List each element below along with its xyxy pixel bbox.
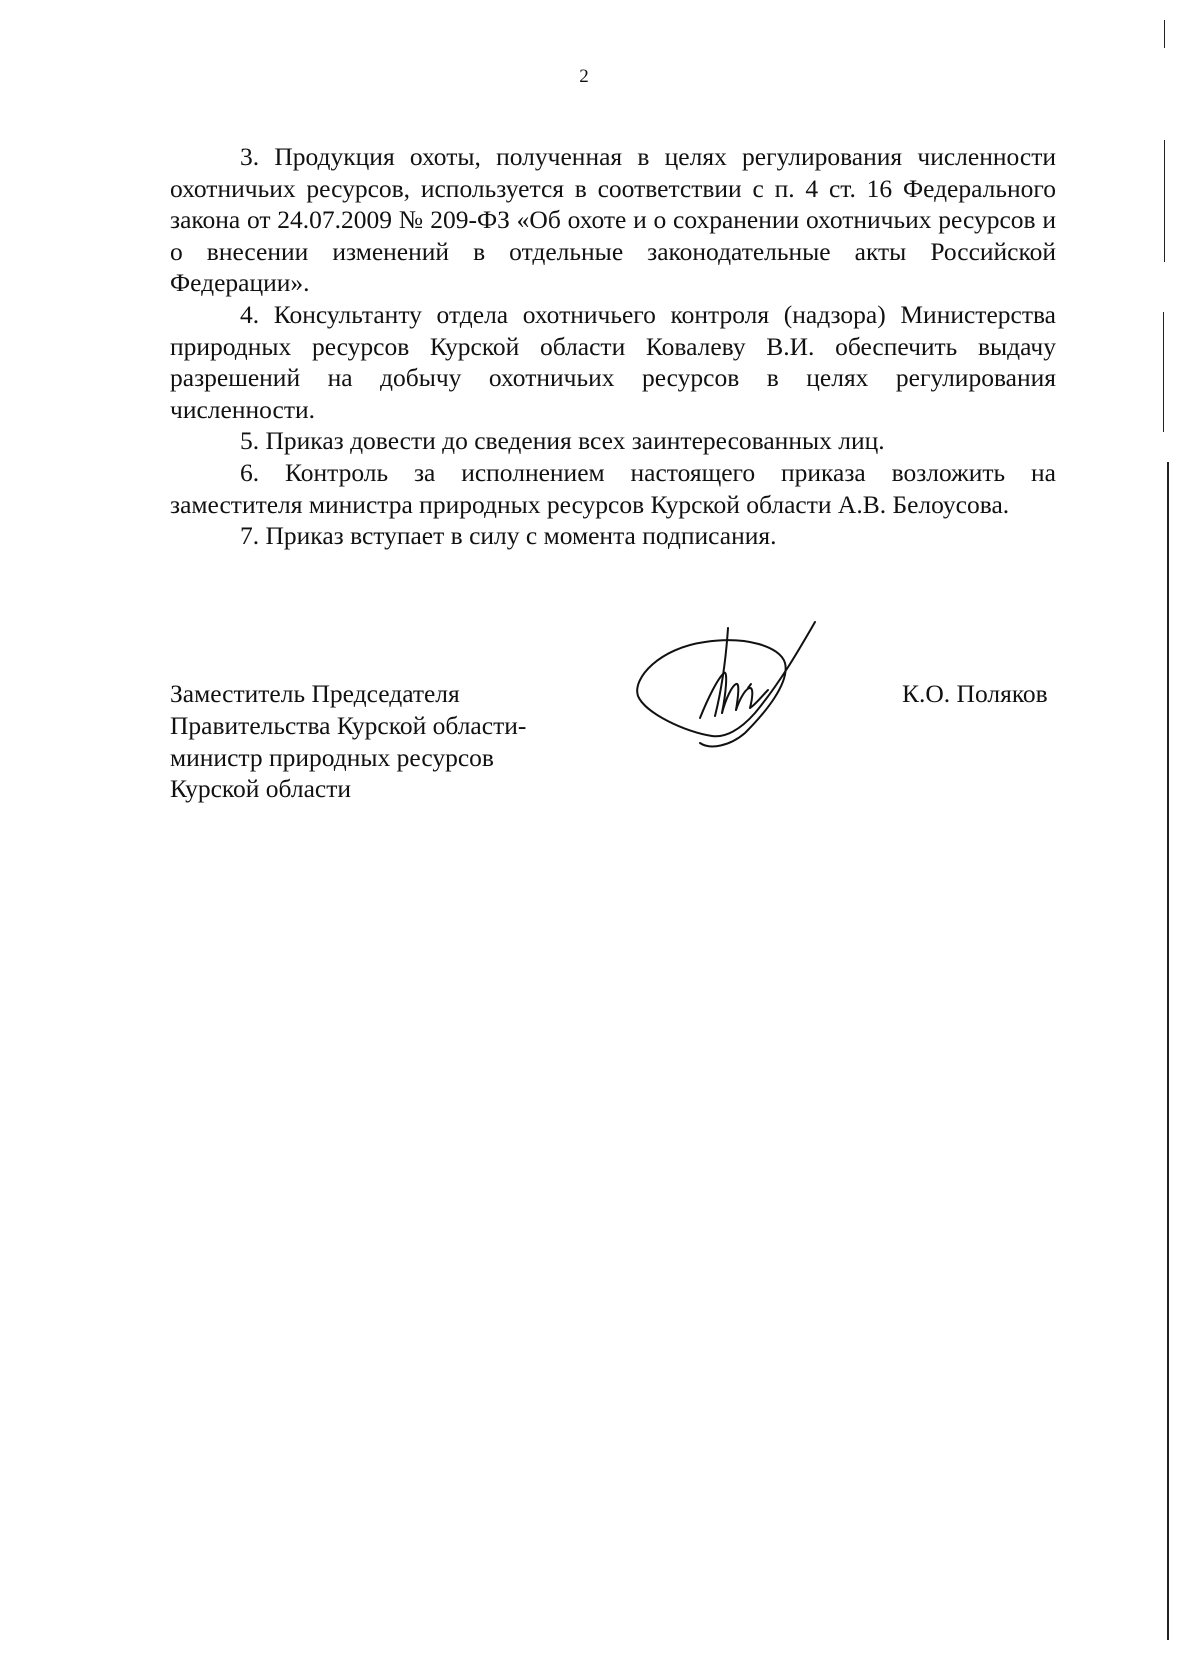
paragraph-7: 7. Приказ вступает в силу с момента подписания. xyxy=(240,521,777,551)
paragraph-3: 3. Продукция охоты, полученная в целях регулирования численности охотничьих ресурсов, используется в соответствии с п. 4 ст. 16 Федерального закона от 24.07.2009 № 209-ФЗ «Об охоте и о сохранении охотничьих ресурсов и о внесении изменений в отдельные законодательные акты Российской Федерации». xyxy=(170,142,1056,298)
signer-position xyxy=(170,678,526,805)
paragraph-5: 5. Приказ довести до сведения всех заинтересованных лиц. xyxy=(240,426,885,456)
position-line-3: министр природных ресурсов xyxy=(170,742,494,772)
handwritten-signature xyxy=(630,618,890,768)
position-line-1: Заместитель Председателя xyxy=(170,679,460,708)
paragraph-6: 6. Контроль за исполнением настоящего приказа возложить на заместителя министра природных ресурсов Курской области А.В. Белоусова. xyxy=(170,457,1056,519)
paragraph-4: 4. Консультанту отдела охотничьего контроля (надзора) Министерства природных ресурсов Курской области Ковалеву В.И. обеспечить выдачу разрешений на добычу охотничьих ресурсов в целях регулирования численности. xyxy=(170,299,1056,424)
position-line-2: Правительства Курской области- xyxy=(170,710,527,740)
signer-name: К.О. Поляков xyxy=(902,679,1048,708)
scan-edge-line xyxy=(1164,20,1165,48)
position-line-4: Курской области xyxy=(170,774,352,804)
page-number: 2 xyxy=(579,66,589,87)
scan-edge-line xyxy=(1167,462,1169,1640)
scan-edge-line xyxy=(1163,312,1164,432)
order-body xyxy=(170,141,1056,552)
scan-edge-line xyxy=(1164,140,1165,262)
